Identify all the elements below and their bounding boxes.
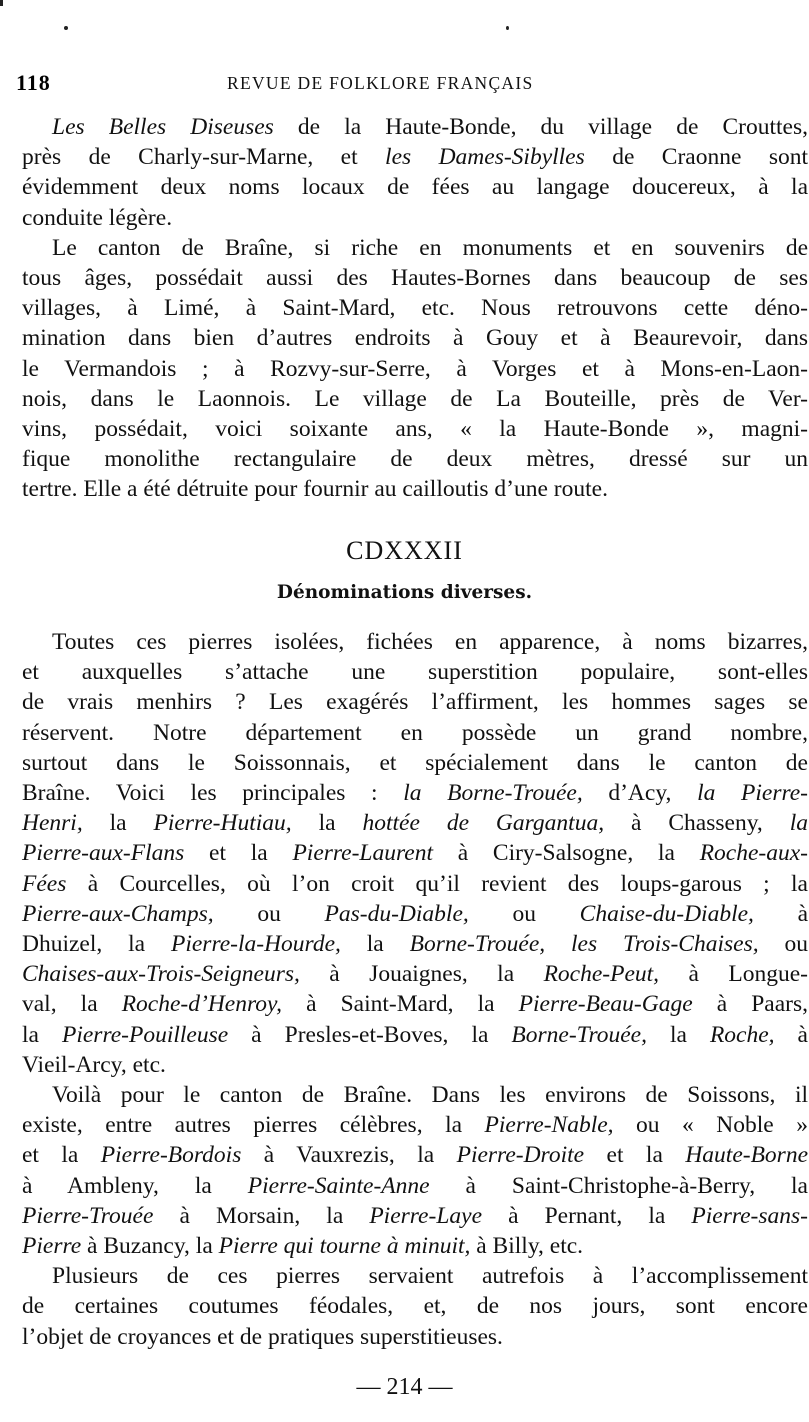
text-run: à Jouaignes, la — [299, 961, 544, 988]
italic-term: Pierre-la-Hourde, — [170, 931, 341, 958]
text-run: tous âges, possédait aussi des Hautes-Bornes dans beaucoup de ses — [22, 265, 808, 292]
text-line — [22, 414, 808, 444]
paragraph — [22, 112, 808, 233]
italic-term: Pierre-aux-Flans — [22, 840, 185, 867]
text-line — [22, 474, 808, 504]
text-line — [22, 778, 808, 808]
text-line — [22, 959, 808, 989]
text-run: Dhuizel, la — [22, 931, 171, 958]
text-run: nois, dans le Laonnois. Le village de La Bouteille, près de Ver- — [22, 385, 808, 412]
italic-term: Roche-aux- — [699, 840, 808, 867]
italic-term: Pierre-Laye — [369, 1202, 482, 1229]
scan-speck — [506, 26, 509, 30]
text-run: la — [22, 1021, 62, 1048]
text-run: existe, entre autres pierres célèbres, la — [22, 1112, 485, 1139]
text-line — [22, 233, 808, 263]
italic-term: Haute-Borne — [685, 1142, 808, 1169]
italic-term: Pierre-Droite — [456, 1142, 585, 1169]
text-run: à Chasseny, — [604, 810, 790, 837]
italic-term: hottée de Gargantua, — [362, 810, 605, 837]
italic-term: la Borne-Trouée, — [403, 780, 583, 807]
text-run: et la — [184, 840, 293, 867]
text-run: à Billy, etc. — [470, 1233, 584, 1260]
text-run: ou « Noble » — [613, 1112, 808, 1139]
page-folio: — 214 — — [356, 1374, 453, 1400]
text-line — [22, 354, 808, 384]
text-line — [22, 1110, 808, 1140]
text-run: évidemment deux noms locaux de fées au langage doucereux, à la — [22, 174, 808, 201]
text-line — [22, 1050, 808, 1080]
text-line — [22, 718, 808, 748]
text-run: vins, possédait, voici soixante ans, « la Haute-Bonde », magni- — [22, 416, 808, 443]
text-run: à Presles-et-Boves, la — [228, 1021, 512, 1048]
text-run: à Pernant, la — [482, 1202, 692, 1229]
text-run: Toutes ces pierres isolées, fichées en apparence, à noms bizarres, — [52, 629, 808, 655]
italic-term: Pierre-Pouilleuse — [61, 1021, 229, 1048]
italic-term: la Pierre- — [697, 780, 808, 807]
paragraph — [22, 233, 808, 505]
text-line — [22, 444, 808, 474]
text-run: à Saint-Christophe-à-Berry, la — [429, 1172, 808, 1199]
text-line — [22, 1322, 808, 1352]
text-run: val, la — [22, 991, 122, 1018]
text-run: d’Acy, — [582, 780, 698, 807]
text-line — [22, 142, 808, 172]
text-run: la — [82, 810, 154, 837]
text-run: Braîne. Voici les principales : — [22, 780, 404, 807]
text-line — [22, 929, 808, 959]
text-run: à Vauxrezis, la — [241, 1142, 457, 1169]
italic-term: Roche-Peut, — [543, 961, 660, 988]
text-line — [22, 1020, 808, 1050]
italic-term: Pas-du-Diable, — [324, 900, 469, 927]
italic-term: Pierre-Nable, — [484, 1112, 614, 1139]
text-run: à — [774, 1021, 808, 1048]
text-line — [22, 989, 808, 1019]
text-run: et la — [584, 1142, 686, 1169]
text-run: et auxquelles s’attache une superstition populaire, sont-elles — [22, 659, 808, 686]
text-run: surtout dans le Soissonnais, et spécialement dans le canton de — [22, 749, 808, 776]
text-run: près de Charly-sur-Marne, et — [22, 144, 386, 171]
text-run: l’objet de croyances et de pratiques superstitieuses. — [22, 1323, 503, 1350]
italic-term: Roche-d’Henroy, — [121, 991, 283, 1018]
italic-term: la — [789, 810, 809, 837]
text-run: Le canton de Braîne, si riche en monuments et en souvenirs de — [52, 234, 808, 261]
italic-term: Chaises-aux-Trois-Seigneurs, — [22, 961, 300, 988]
text-line — [22, 838, 808, 868]
text-run: ou — [758, 931, 808, 958]
text-run: de Craonne sont — [584, 144, 808, 171]
text-run: ou — [468, 900, 580, 927]
text-run: à Morsain, la — [153, 1202, 370, 1229]
text-run: à Ambleny, la — [22, 1172, 248, 1199]
text-run: fique monolithe rectangulaire de deux mètres, dressé sur un — [22, 446, 808, 473]
text-run: à Saint-Mard, la — [282, 991, 519, 1018]
paragraph — [22, 627, 808, 1080]
text-line — [22, 263, 808, 293]
italic-term: Borne-Trouée, — [511, 1021, 647, 1048]
text-line — [22, 1231, 808, 1261]
italic-term: Chaise-du-Diable, — [579, 900, 754, 927]
italic-term: Roche, — [709, 1021, 775, 1048]
text-line — [22, 687, 808, 717]
paragraph — [22, 1080, 808, 1261]
text-run: villages, à Limé, à Saint-Mard, etc. Nous retrouvons cette déno- — [22, 295, 808, 322]
text-line — [22, 1171, 808, 1201]
italic-term: Pierre-Laurent — [292, 840, 433, 867]
text-line — [22, 323, 808, 353]
text-line — [22, 1201, 808, 1231]
italic-term: Fées — [22, 870, 67, 897]
text-line — [22, 1261, 808, 1291]
italic-term: Pierre-Trouée — [22, 1202, 154, 1229]
italic-term: Henri, — [22, 810, 83, 837]
text-run: à Paars, — [692, 991, 808, 1018]
text-run: à Ciry-Salsogne, la — [432, 840, 700, 867]
text-run: réservent. Notre département en possède un grand nombre, — [22, 719, 808, 746]
text-line — [22, 293, 808, 323]
text-run: à Longue- — [659, 961, 808, 988]
italic-term: Pierre qui tourne à minuit, — [218, 1233, 471, 1260]
text-run: le Vermandois ; à Rozvy-sur-Serre, à Vorges et à Mons-en-Laon- — [22, 355, 808, 382]
page-header — [16, 70, 809, 100]
italic-term: Pierre-Hutiau, — [153, 810, 292, 837]
italic-term: Borne-Trouée, les Trois-Chaises, — [409, 931, 759, 958]
scan-speck — [64, 26, 68, 30]
text-run: et la — [22, 1142, 101, 1169]
italic-term: Pierre-Beau-Gage — [518, 991, 693, 1018]
text-line — [22, 172, 808, 202]
text-block-after-section — [22, 627, 808, 1352]
italic-term: Pierre-sans- — [691, 1202, 808, 1229]
text-line — [22, 1080, 808, 1110]
text-run: Voilà pour le canton de Braîne. Dans les environs de Soissons, il — [52, 1082, 808, 1109]
italic-term: Les Belles Diseuses — [52, 114, 274, 140]
text-run: Plusieurs de ces pierres servaient autrefois à l’accomplissement — [52, 1263, 808, 1290]
text-run: la — [291, 810, 363, 837]
page-number: 118 — [16, 70, 51, 95]
text-run: à — [753, 900, 809, 927]
text-run: de la Haute-Bonde, du village de Crouttes, — [273, 114, 808, 140]
text-line — [22, 748, 808, 778]
italic-term: Pierre-aux-Champs, — [22, 900, 214, 927]
text-line — [22, 112, 808, 142]
text-line — [22, 384, 808, 414]
scan-speck — [0, 0, 3, 6]
text-block-before-section — [22, 112, 808, 505]
text-run: ou — [213, 900, 325, 927]
text-line — [22, 1140, 808, 1170]
italic-term: Pierre-Sainte-Anne — [247, 1172, 430, 1199]
text-line — [22, 1291, 808, 1321]
text-run: tertre. Elle a été détruite pour fournir au cailloutis d’une route. — [22, 476, 608, 503]
text-run: la — [340, 931, 410, 958]
text-run: de certaines coutumes féodales, et, de nos jours, sont encore — [22, 1293, 808, 1320]
italic-term: Pierre-Bordois — [100, 1142, 242, 1169]
italic-term: les Dames-Sibylles — [385, 144, 585, 171]
text-run: la — [646, 1021, 710, 1048]
paragraph — [22, 1261, 808, 1352]
italic-term: Pierre — [22, 1233, 82, 1260]
text-line — [22, 869, 808, 899]
running-title: REVUE DE FOLKLORE FRANÇAIS — [227, 73, 534, 93]
text-line — [22, 627, 808, 657]
text-line — [22, 657, 808, 687]
text-run: Vieil-Arcy, etc. — [22, 1051, 166, 1078]
text-run: de vrais menhirs ? Les exagérés l’affirment, les hommes sages se — [22, 689, 808, 716]
text-run: conduite légère. — [22, 204, 173, 231]
text-run: à Buzancy, la — [81, 1233, 219, 1260]
section-number: CDXXXII — [346, 536, 463, 565]
text-run: à Courcelles, où l’on croit qu’il revient des loups-garous ; la — [66, 870, 808, 897]
text-line — [22, 899, 808, 929]
text-run: mination dans bien d’autres endroits à Gouy et à Beaurevoir, dans — [22, 325, 808, 352]
text-line — [22, 203, 808, 233]
text-line — [22, 808, 808, 838]
section-title: Dénominations diverses. — [276, 582, 533, 603]
